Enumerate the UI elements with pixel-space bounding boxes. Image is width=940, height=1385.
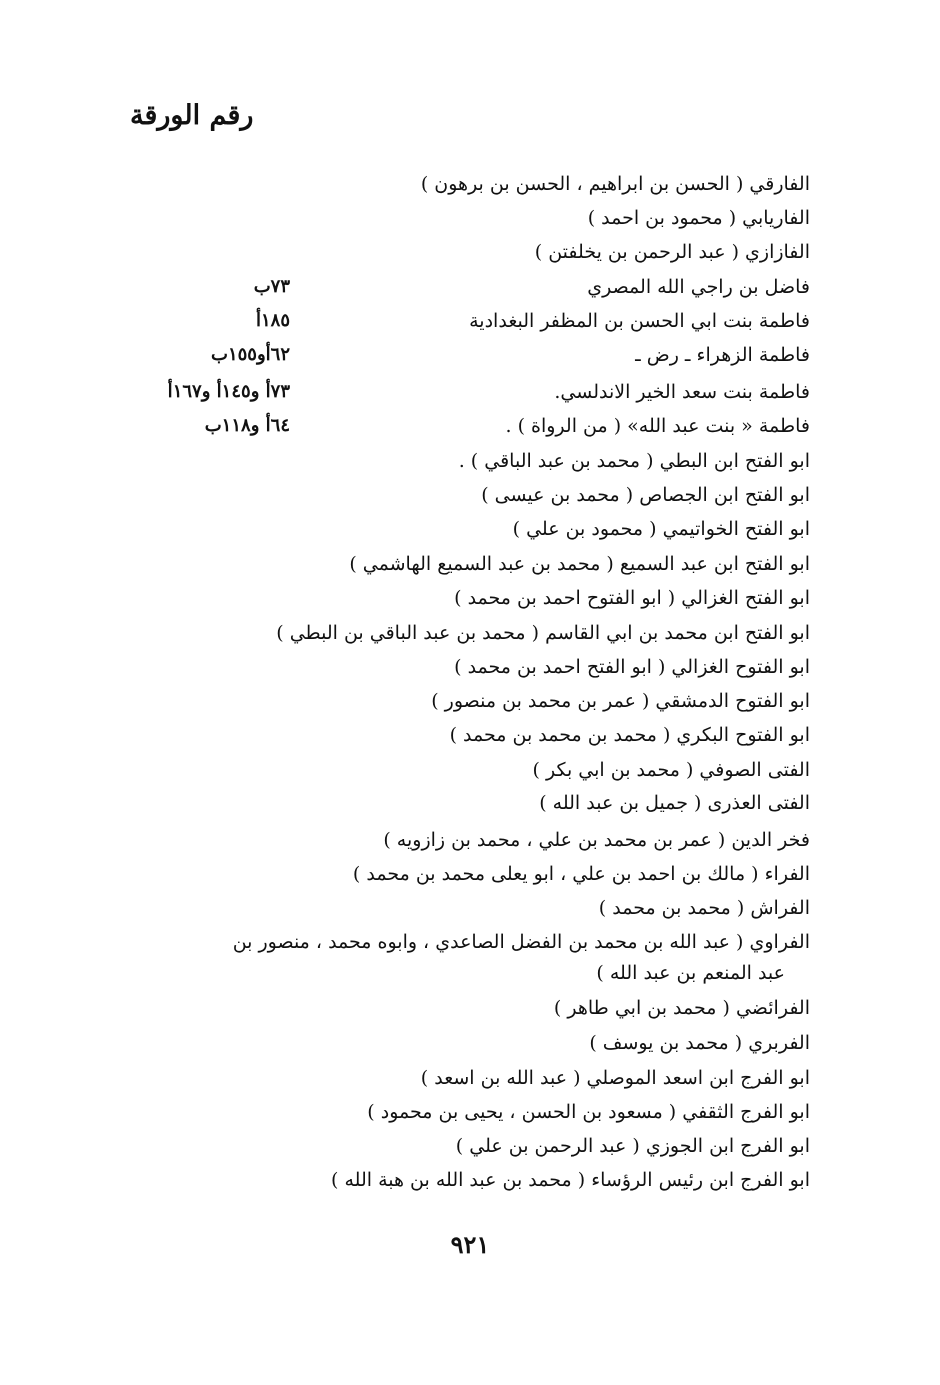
- page-number: ٩٢١: [450, 1230, 490, 1259]
- entry-name: فاطمة « بنت عبد الله» ( من الرواة ) .: [505, 415, 810, 437]
- entry-reference: ٧٣أ و١٤٥أ و١٦٧أ: [167, 381, 290, 402]
- index-entry: [0, 582, 940, 616]
- entry-name: ابو الفرج ابن رئيس الرؤساء ( محمد بن عبد الله بن هبة الله ): [331, 1169, 810, 1191]
- entry-name: فاطمة بنت ابي الحسن بن المظفر البغدادية: [469, 310, 810, 332]
- index-entry: [0, 787, 940, 821]
- index-entry: [0, 651, 940, 685]
- entry-name: الفرائضي ( محمد بن ابي طاهر ): [553, 997, 810, 1019]
- index-entry: [0, 1096, 940, 1130]
- index-entry: [0, 271, 940, 305]
- column-heading: رقم الورقة: [130, 100, 254, 131]
- index-entry: [0, 992, 940, 1026]
- entry-name: ابو الفتوح الغزالي ( ابو الفتح احمد بن محمد ): [454, 656, 810, 678]
- index-entry: [0, 1027, 940, 1061]
- entry-name: ابو الفرج الثقفي ( مسعود بن الحسن ، يحيى بن محمود ): [367, 1101, 810, 1123]
- entry-name: ابو الفتح ابن محمد بن ابي القاسم ( محمد بن عبد الباقي بن البطي ): [276, 622, 810, 644]
- entry-name: الفتى العذرى ( جميل بن عبد الله ): [539, 792, 810, 814]
- entry-name: الفازازي ( عبد الرحمن بن يخلفتن ): [534, 241, 810, 263]
- entry-name: فخر الدين ( عمر بن محمد بن علي ، محمد بن زازويه ): [383, 829, 810, 851]
- index-entry: [0, 858, 940, 892]
- index-entry: [0, 202, 940, 236]
- index-entry: [0, 719, 940, 753]
- entry-name: ابو الفرج ابن الجوزي ( عبد الرحمن بن علي ): [455, 1135, 810, 1157]
- entry-name: الفارقي ( الحسن بن ابراهيم ، الحسن بن برهون ): [420, 173, 810, 195]
- index-entry: [0, 754, 940, 788]
- entry-name: ابو الفتوح البكري ( محمد بن محمد بن محمد ): [449, 724, 810, 746]
- index-entry: [0, 236, 940, 270]
- index-entry: [0, 445, 940, 479]
- entry-name: الفراء ( مالك بن احمد بن علي ، ابو يعلى محمد بن محمد ): [352, 863, 810, 885]
- entry-name: ابو الفرج ابن اسعد الموصلي ( عبد الله بن اسعد ): [420, 1067, 810, 1089]
- index-entry: [0, 1130, 940, 1164]
- entry-name: ابو الفتح الخواتيمي ( محمود بن علي ): [512, 518, 810, 540]
- entry-name: ابو الفتح ابن الجصاص ( محمد بن عيسى ): [481, 484, 810, 506]
- index-entry: [0, 1164, 940, 1198]
- entry-name: ابو الفتوح الدمشقي ( عمر بن محمد بن منصور ): [431, 690, 810, 712]
- index-entry: [0, 339, 940, 373]
- entry-name: الفاريابي ( محمود بن احمد ): [587, 207, 810, 229]
- entry-name: ابو الفتح ابن عبد السميع ( محمد بن عبد السميع الهاشمي ): [349, 553, 810, 575]
- index-entry: [0, 376, 940, 410]
- entry-name: الفربري ( محمد بن يوسف ): [589, 1032, 810, 1054]
- entry-name: فاضل بن راجي الله المصري: [587, 276, 810, 298]
- entry-name: الفراوي ( عبد الله بن محمد بن الفضل الصاعدي ، وابوه محمد ، منصور بن: [232, 931, 810, 953]
- index-entry: [0, 305, 940, 339]
- index-entry: [0, 548, 940, 582]
- entry-name: الفتى الصوفي ( محمد بن ابي بكر ): [532, 759, 810, 781]
- index-entry: [0, 410, 940, 444]
- entry-name: فاطمة بنت سعد الخير الاندلسي.: [554, 381, 810, 403]
- index-entry: [0, 168, 940, 202]
- entry-continuation: عبد المنعم بن عبد الله ): [596, 962, 785, 984]
- entry-name: فاطمة الزهراء ـ رض ـ: [635, 344, 810, 366]
- entry-reference: ١٨٥أ: [255, 310, 290, 331]
- entry-reference: ٧٣ب: [253, 276, 290, 297]
- index-entry: [0, 479, 940, 513]
- entry-reference: ٦٤أ و١١٨ب: [204, 415, 290, 436]
- index-entry: [0, 892, 940, 926]
- index-entry: [0, 617, 940, 651]
- index-entry: [0, 824, 940, 858]
- index-entry: [0, 685, 940, 719]
- entry-name: ابو الفتح ابن البطي ( محمد بن عبد الباقي ) .: [458, 450, 810, 472]
- entry-reference: ٦٢أو١٥٥ب: [210, 344, 290, 365]
- index-entry: [0, 926, 940, 994]
- entry-name: الفراش ( محمد بن محمد ): [598, 897, 810, 919]
- entry-name: ابو الفتح الغزالي ( ابو الفتوح احمد بن محمد ): [454, 587, 810, 609]
- index-entry: [0, 513, 940, 547]
- index-entry: [0, 1062, 940, 1096]
